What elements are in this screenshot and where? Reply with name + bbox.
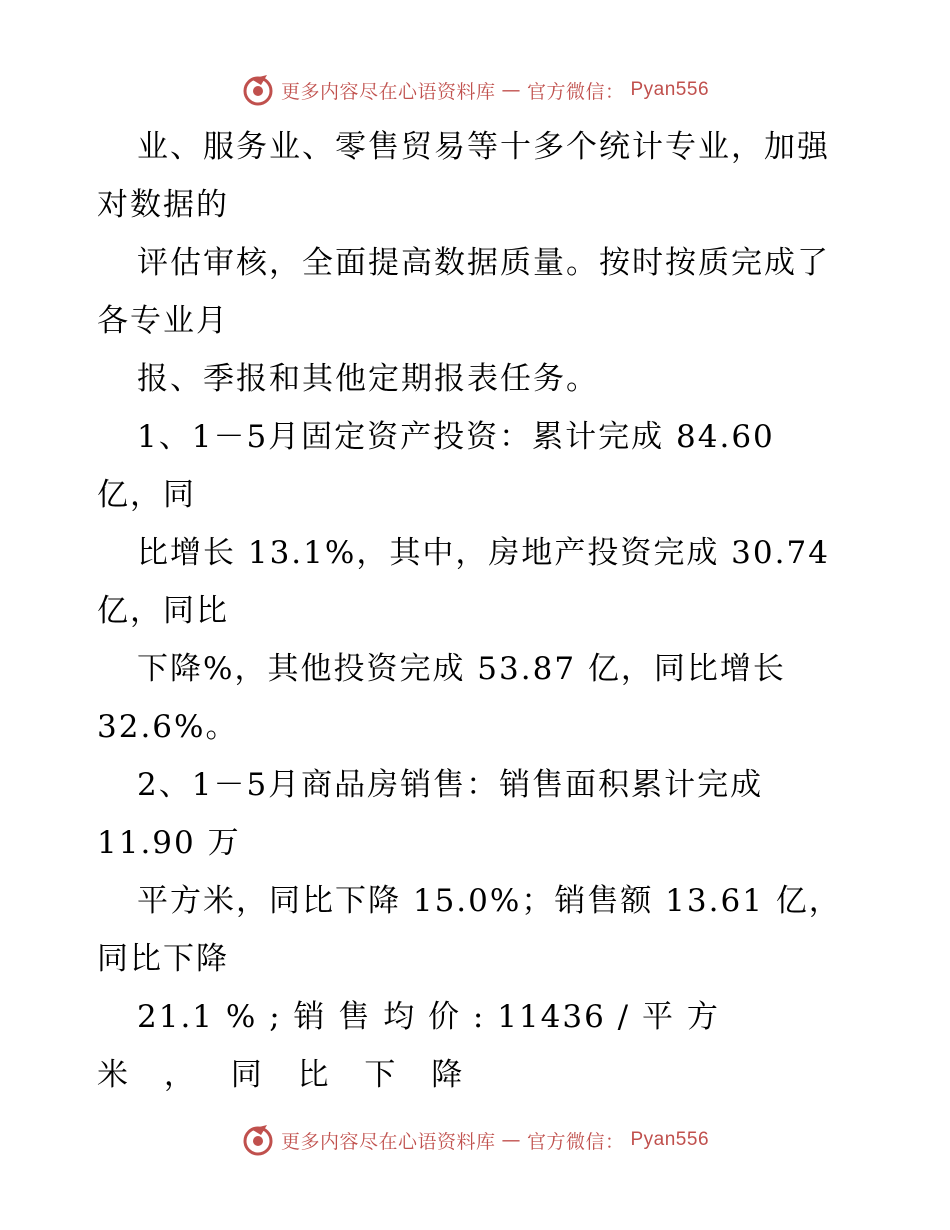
text-line: 评估审核，全面提高数据质量。按时按质完成了 xyxy=(137,245,830,281)
text-line: 11.90 万 xyxy=(97,825,241,861)
text-line: 米 ， 同 比 下 降 xyxy=(97,1057,476,1093)
text-line: 报、季报和其他定期报表任务。 xyxy=(137,361,599,397)
text-line: 32.6%。 xyxy=(97,709,239,745)
watermark-wechat-id: Pyan556 xyxy=(630,79,710,100)
text-line: 业、服务业、零售贸易等十多个统计专业，加强 xyxy=(137,129,830,165)
watermark-wechat-label: 官方微信： xyxy=(526,1130,625,1153)
footer-watermark xyxy=(0,1120,950,1160)
watermark-separator: — xyxy=(501,79,521,101)
watermark-text: 更多内容尽在心语资料库 xyxy=(280,80,496,103)
text-line: 各专业月 xyxy=(97,303,229,339)
text-line: 平方米，同比下降 15.0%；销售额 13.61 亿， xyxy=(137,883,842,919)
text-line: 下降%，其他投资完成 53.87 亿，同比增长 xyxy=(137,651,786,687)
text-line: 对数据的 xyxy=(97,187,229,223)
text-line: 1、1－5月固定资产投资：累计完成 84.60 xyxy=(137,419,775,455)
watermark-wechat-label: 官方微信： xyxy=(526,80,625,103)
text-line: 亿，同比 xyxy=(97,593,229,629)
text-line: 同比下降 xyxy=(97,941,229,977)
text-line: 21.1 % ; 销 售 均 价 : 11436 / 平 方 xyxy=(137,999,720,1035)
watermark-text: 更多内容尽在心语资料库 xyxy=(280,1130,496,1153)
logo-icon xyxy=(241,73,275,107)
watermark-separator: — xyxy=(501,1129,521,1151)
document-body xyxy=(97,118,857,1104)
header-watermark xyxy=(0,70,950,110)
logo-icon xyxy=(241,1123,275,1157)
text-line: 2、1－5月商品房销售：销售面积累计完成 xyxy=(137,767,764,803)
text-line: 比增长 13.1%，其中，房地产投资完成 30.74 xyxy=(137,535,830,571)
text-line: 亿，同 xyxy=(97,477,196,513)
watermark-wechat-id: Pyan556 xyxy=(630,1129,710,1150)
